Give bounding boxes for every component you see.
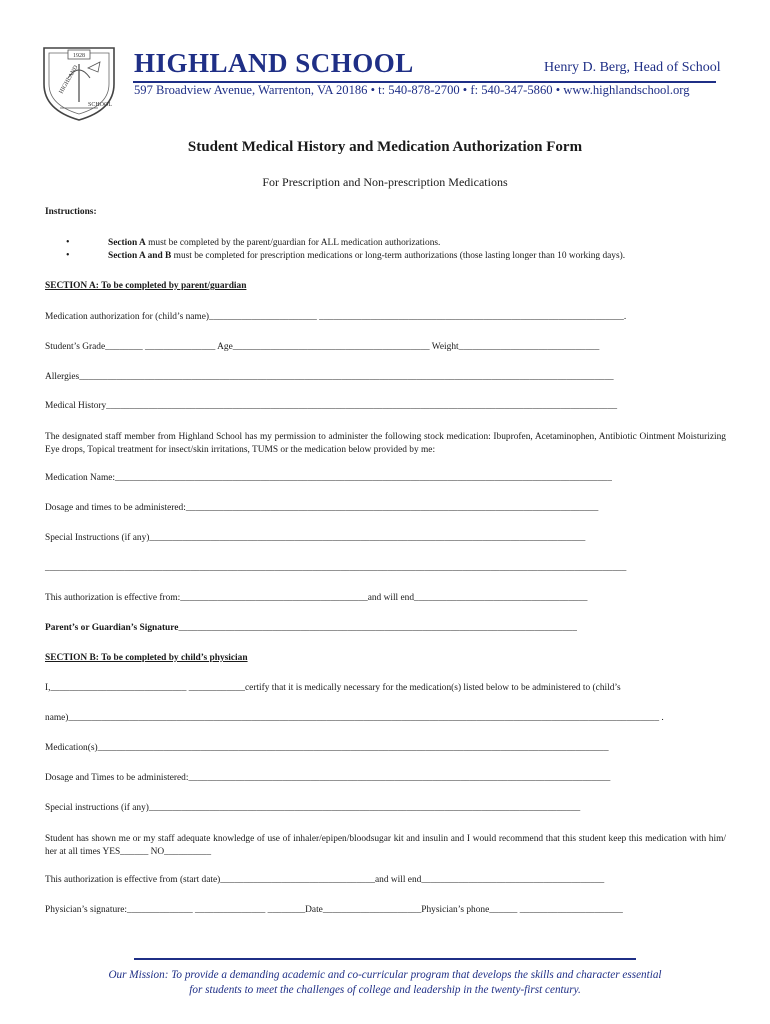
effective-dates-field[interactable]: This authorization is effective from:________________________________________and will end_____________________________________: [45, 593, 588, 603]
instructions-label: Instructions:: [45, 207, 97, 217]
instruction-text: must be completed for prescription medications or long-term authorizations (those lasting longer than 10 working days).: [171, 251, 626, 261]
child-name-field-b[interactable]: name)______________________________________________________________________________________________________________________________ .: [45, 713, 664, 723]
form-title: Student Medical History and Medication Authorization Form: [187, 139, 583, 155]
effective-dates-field-b[interactable]: This authorization is effective from (start date)_________________________________and will end_______________________________________: [45, 875, 605, 885]
physician-certify-field[interactable]: I,_____________________________ ____________certify that it is medically necessary for the medication(s) listed below to be administered to (child’s: [45, 683, 621, 693]
footer-divider: [134, 958, 636, 960]
school-name: HIGHLAND SCHOOL: [134, 48, 414, 78]
special-instructions-continued-field[interactable]: ____________________________________________________________________________________________________________________________: [45, 563, 627, 573]
special-instructions-field[interactable]: Special Instructions (if any)_____________________________________________________________________________________________: [45, 533, 586, 543]
mission-statement-line1: Our Mission: To provide a demanding academic and co-curricular program that develops the skills and character essential: [108, 969, 662, 981]
guardian-signature-field[interactable]: [45, 623, 577, 633]
section-a-heading: SECTION A: To be completed by parent/guardian: [45, 281, 247, 291]
self-carry-statement[interactable]: Student has shown me or my staff adequate knowledge of use of inhaler/epipen/bloodsugar kit and insulin and I would recommend that this student keep this medication with him/ her at all times YES______ NO__________: [45, 834, 726, 857]
section-b-heading: SECTION B: To be completed by child’s physician: [45, 653, 248, 663]
instruction-item: [108, 251, 625, 261]
mission-statement-line2: for students to meet the challenges of college and leadership in the twenty-first century.: [189, 984, 581, 996]
svg-text:SCHOOL: SCHOOL: [88, 102, 113, 108]
school-crest-logo: [38, 44, 120, 122]
medication-name-field[interactable]: Medication Name:__________________________________________________________________________________________________________: [45, 473, 612, 483]
head-of-school: Henry D. Berg, Head of School: [544, 60, 721, 75]
physician-signature-field[interactable]: Physician’s signature:______________ _______________ ________Date_____________________Physician’s phone______ ______________________: [45, 905, 623, 915]
dosage-times-field-b[interactable]: Dosage and Times to be administered:__________________________________________________________________________________________: [45, 773, 611, 783]
allergies-field[interactable]: Allergies__________________________________________________________________________________________________________________: [45, 372, 614, 382]
special-instructions-field-b[interactable]: Special instructions (if any)____________________________________________________________________________________________: [45, 803, 581, 813]
instruction-bold: Section A: [108, 238, 146, 248]
instruction-item: [108, 238, 440, 248]
form-subtitle: For Prescription and Non-prescription Medications: [262, 175, 508, 189]
medications-field[interactable]: Medication(s)_____________________________________________________________________________________________________________: [45, 743, 609, 753]
grade-age-weight-field[interactable]: Student’s Grade________ _______________ Age__________________________________________ Weight______________________________: [45, 342, 600, 352]
child-name-field[interactable]: Medication authorization for (child’s name)_______________________ _________________________________________________________________.: [45, 312, 627, 322]
svg-text:HIGHLAND: HIGHLAND: [58, 64, 80, 95]
instruction-text: must be completed by the parent/guardian for ALL medication authorizations.: [145, 238, 441, 248]
permission-statement: The designated staff member from Highland School has my permission to administer the following stock medication: Ibuprofen, Acetaminophen, Antibiotic Ointment Moisturizing Eye drops, Topical treatment for insect/skin irritations, TUMS or the medication below provided by me:: [45, 432, 726, 455]
svg-text:1928: 1928: [73, 53, 85, 59]
medical-history-field[interactable]: Medical History_____________________________________________________________________________________________________________: [45, 401, 618, 411]
instruction-bold: Section A and B: [108, 251, 172, 261]
dosage-times-field[interactable]: Dosage and times to be administered:________________________________________________________________________________________: [45, 503, 599, 513]
guardian-signature-label: Parent’s or Guardian’s Signature: [45, 623, 179, 633]
bullet-icon: •: [66, 237, 70, 248]
bullet-icon: •: [66, 250, 70, 261]
guardian-signature-line[interactable]: _____________________________________________________________________________________: [178, 623, 577, 633]
school-address: 597 Broadview Avenue, Warrenton, VA 20186 • t: 540-878-2700 • f: 540-347-5860 • www.highlandschool.org: [134, 83, 690, 97]
